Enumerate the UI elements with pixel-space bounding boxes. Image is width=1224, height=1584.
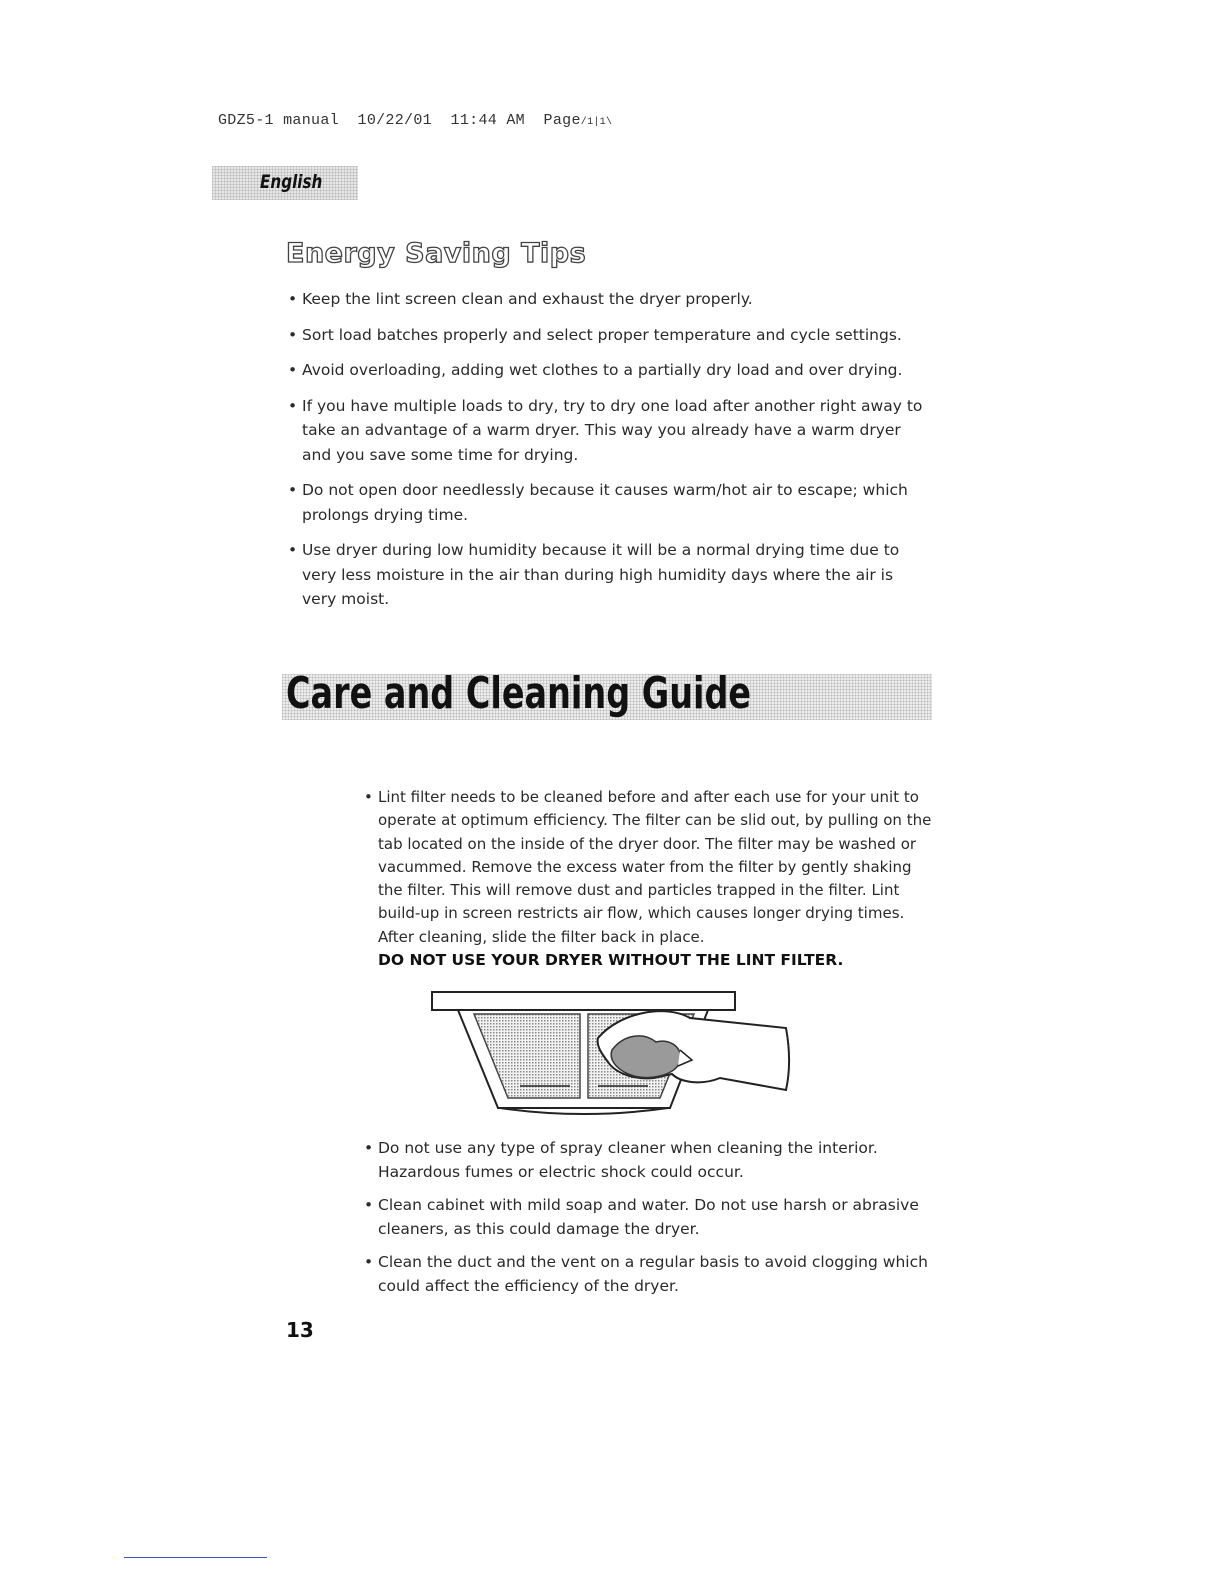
energy-tips-list	[286, 287, 926, 623]
energy-tip: • If you have multiple loads to dry, try to dry one load after another right away to take an advantage of a warm dryer. This way you already have a warm dryer and you save some time for drying.	[286, 394, 926, 468]
care-tip: • Do not use any type of spray cleaner when cleaning the interior. Hazardous fumes or electric shock could occur.	[362, 1136, 942, 1184]
footer-rule	[124, 1557, 267, 1558]
energy-tip: • Use dryer during low humidity because it will be a normal drying time due to very less moisture in the air than during high humidity days where the air is very moist.	[286, 538, 926, 612]
care-cleaning-title: Care and Cleaning Guide	[286, 668, 752, 719]
language-tab	[212, 166, 358, 200]
lint-filter-paragraph: • Lint filter needs to be cleaned before and after each use for your unit to operate at optimum efficiency. The filter can be slid out, by pulling on the tab located on the inside of the dryer door. The filter may be washed or vacummed. Remove the excess water from the filter by gently shaking the filter. This will remove dust and particles trapped in the filter. Lint build-up in screen restricts air flow, which causes longer drying times. After cleaning, slide the filter back in place.	[362, 786, 932, 949]
lint-filter-instructions	[362, 786, 932, 972]
energy-tip: • Do not open door needlessly because it causes warm/hot air to escape; which prolongs drying time.	[286, 478, 926, 527]
print-header	[218, 112, 612, 129]
print-header-file-info: GDZ5-1 manual 10/22/01 11:44 AM Page	[218, 112, 581, 129]
energy-tip: • Keep the lint screen clean and exhaust the dryer properly.	[286, 287, 926, 312]
care-tip: • Clean the duct and the vent on a regular basis to avoid clogging which could affect the efficiency of the dryer.	[362, 1250, 942, 1298]
energy-saving-tips-title: Energy Saving Tips	[286, 238, 587, 269]
energy-tip: • Sort load batches properly and select proper temperature and cycle settings.	[286, 323, 926, 348]
care-tip: • Clean cabinet with mild soap and water. Do not use harsh or abrasive cleaners, as this could damage the dryer.	[362, 1193, 942, 1241]
language-tab-label: English	[260, 171, 323, 193]
lint-filter-warning: DO NOT USE YOUR DRYER WITHOUT THE LINT FILTER.	[378, 951, 844, 970]
page-number: 13	[286, 1318, 314, 1342]
care-tips-list	[362, 1136, 942, 1307]
print-header-page-ref: /1|1\	[580, 117, 613, 128]
lint-filter-illustration	[430, 990, 830, 1120]
energy-tip: • Avoid overloading, adding wet clothes to a partially dry load and over drying.	[286, 358, 926, 383]
